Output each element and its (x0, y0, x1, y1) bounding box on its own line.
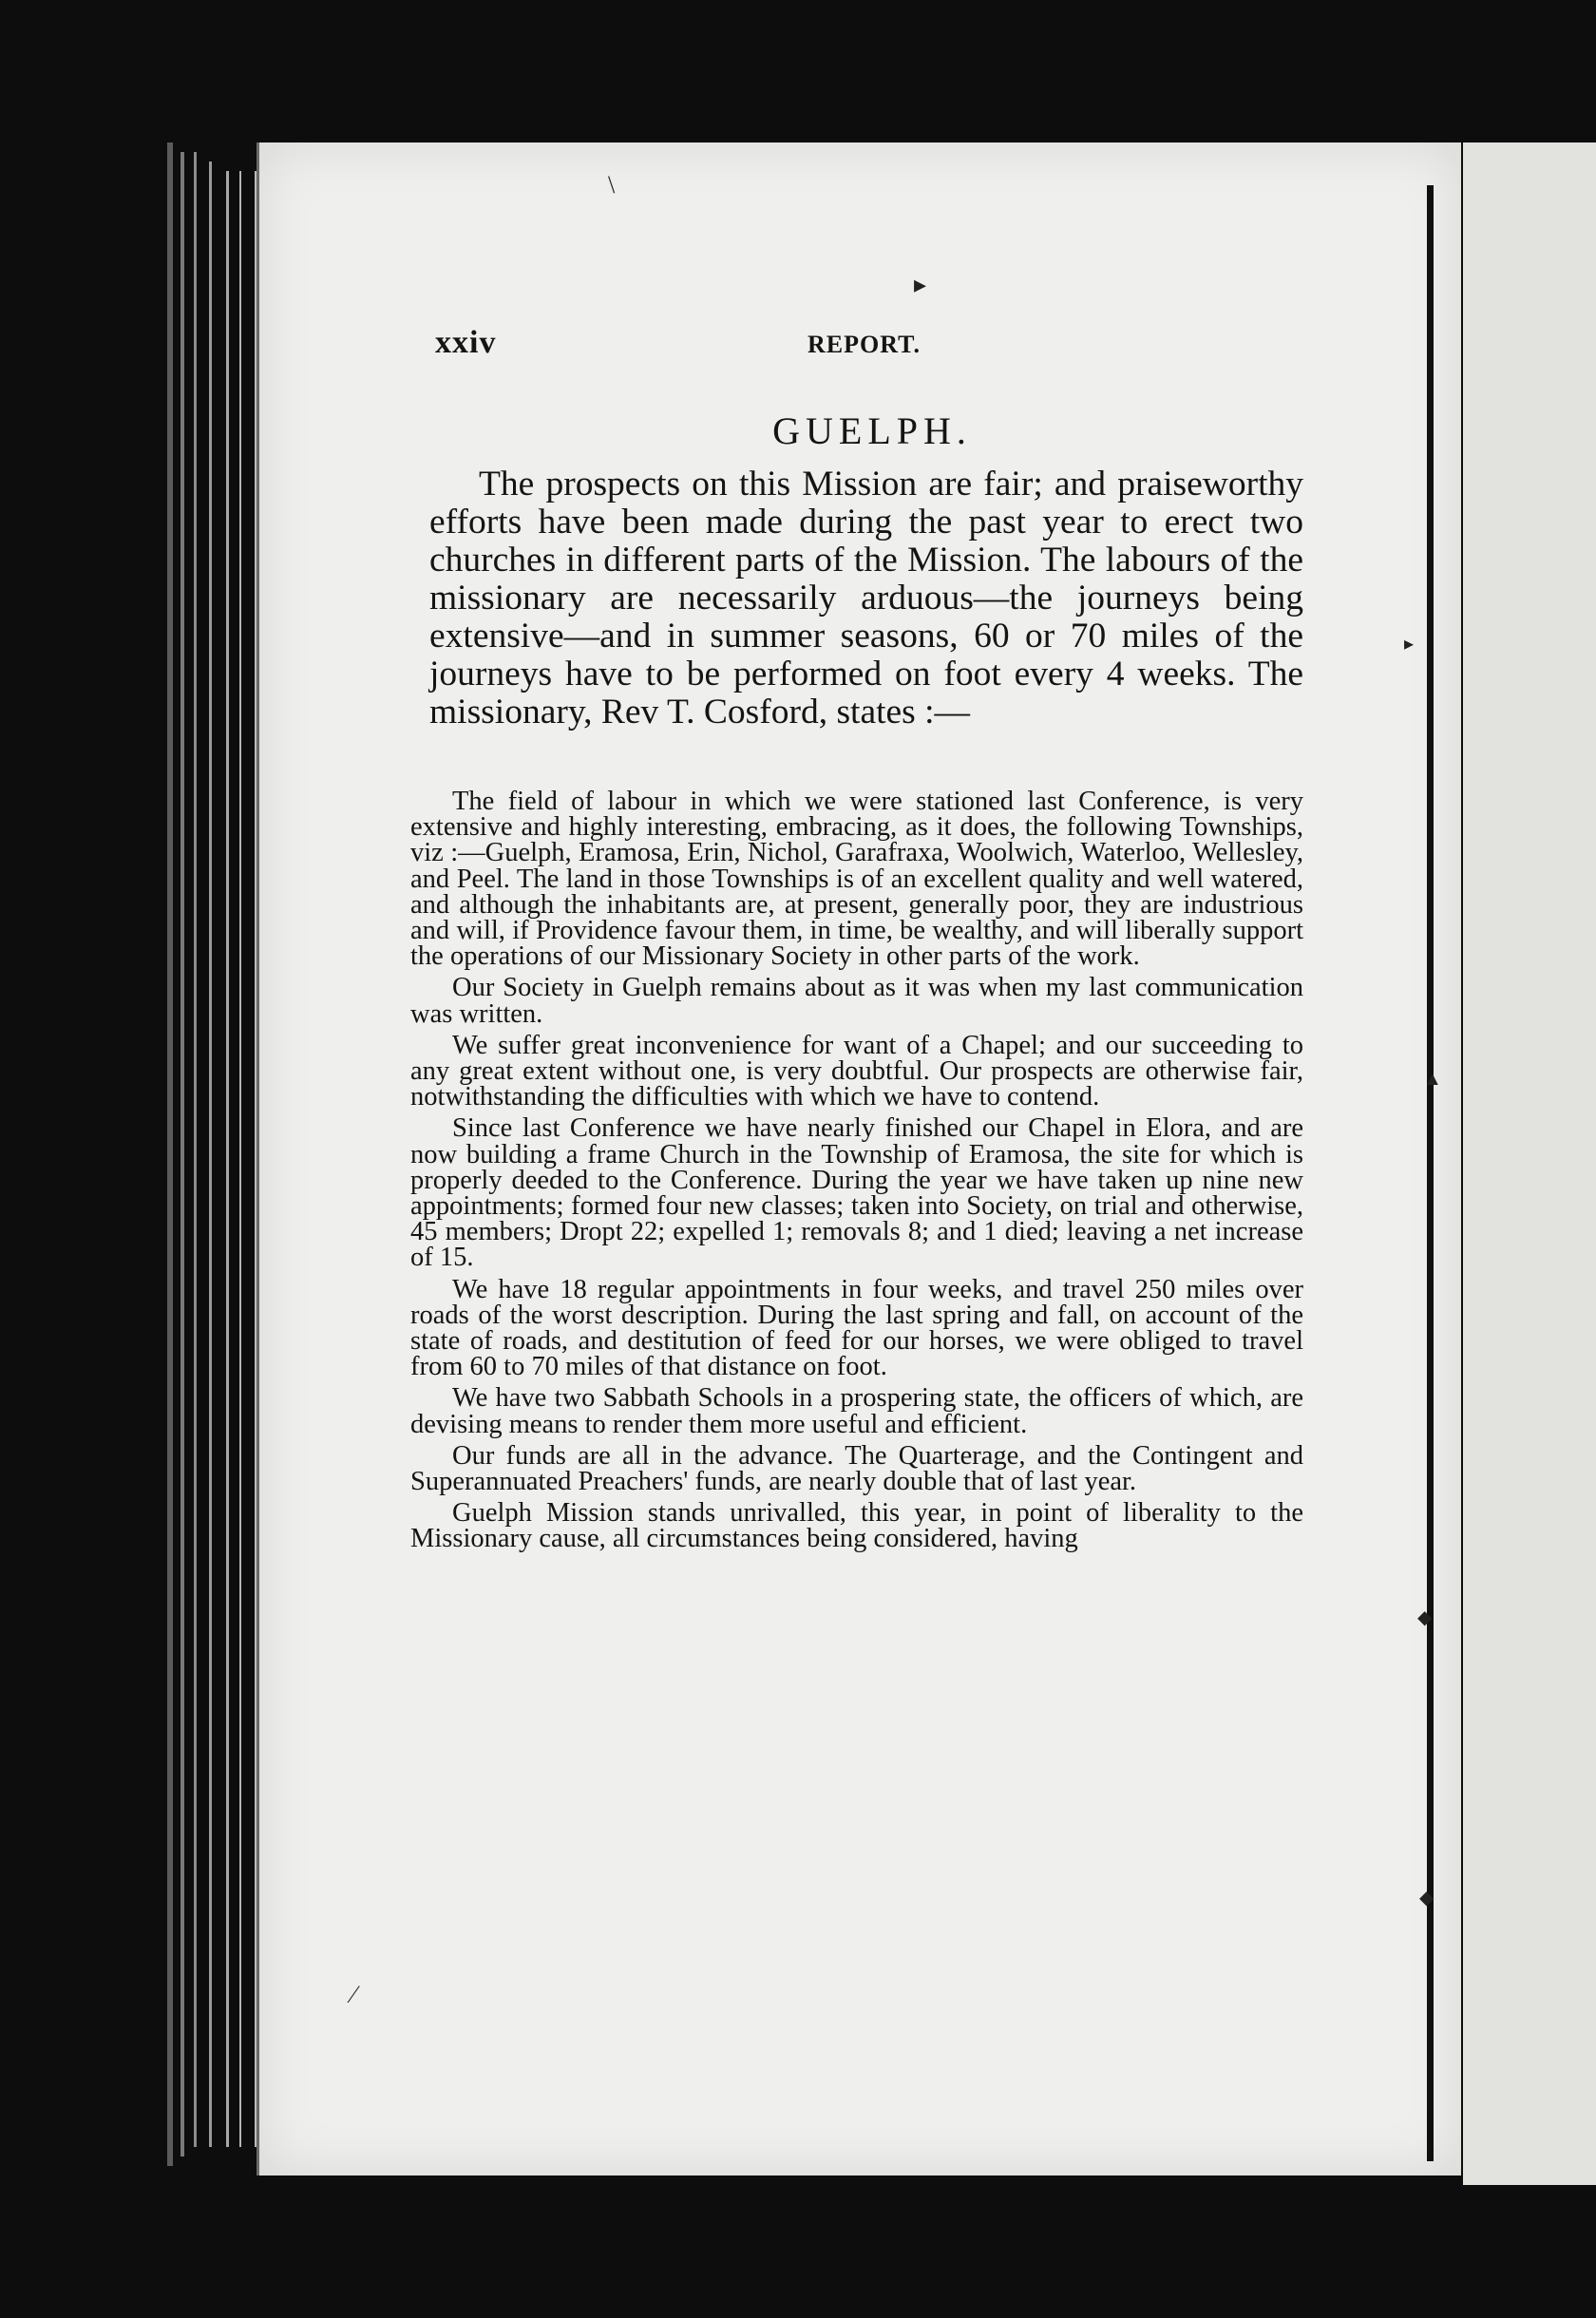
running-head: REPORT. (808, 331, 921, 358)
page-stack-edge (194, 152, 197, 2147)
page-number: xxiv (435, 325, 497, 360)
letter-paragraph: We suffer great inconvenience for want of a Chapel; and our succeeding to any great extent without one, is very doubtful. Our prospects are otherwise fair, notwithstanding the difficulties with which we have to contend. (410, 1030, 1303, 1112)
facing-page-edge (1463, 142, 1596, 2185)
letter-paragraph: The field of labour in which we were stationed last Conference, is very extensive and highly interesting, embracing, as it does, the following Townships, viz :—Guelph, Eramosa, Erin, Nichol, Garafraxa, Woolwich, Waterloo, Wellesley, and Peel. The land in those Townships is of an excellent quality and well watered, and although the inhabitants are, at present, generally poor, they are industrious and will, if Providence favour them, in time, be wealthy, and will liberally support the operations of our Missionary Society in other parts of the work. (410, 787, 1303, 972)
scan-speck: ▸ (914, 271, 927, 298)
binding-gutter (1427, 185, 1434, 2161)
scan-speck: ◆ (1419, 1888, 1434, 1909)
lead-paragraph: The prospects on this Mission are fair; and praiseworthy efforts have been made during the past year to erect two churches in different parts of the Mission. The labours of the missionary are necessarily arduous—the journeys being extensive—and in summer seasons, 60 or 70 miles of the journeys have to be performed on foot every 4 weeks. The missionary, Rev T. Cosford, states :— (429, 465, 1303, 732)
scan-speck: \ (608, 171, 616, 199)
page-stack-edge (226, 171, 229, 2147)
section-title: GUELPH. (772, 409, 972, 452)
missionary-letter (410, 788, 1303, 1558)
page-stack-edge (167, 142, 173, 2166)
letter-paragraph: We have two Sabbath Schools in a prospering state, the officers of which, are devising means to render them more useful and efficient. (410, 1383, 1303, 1439)
page-stack-edge (209, 162, 212, 2147)
page-stack-edge (239, 171, 241, 2147)
page-stack-edge (180, 152, 184, 2156)
letter-paragraph: Our funds are all in the advance. The Quarterage, and the Contingent and Superannuated Preachers' funds, are nearly double that of last year. (410, 1440, 1303, 1497)
scan-speck: ◆ (1417, 1607, 1433, 1628)
page-header (435, 325, 1290, 363)
letter-paragraph: We have 18 regular appointments in four weeks, and travel 250 miles over roads of the worst description. During the last spring and fall, on account of the state of roads, and destitution of feed for our horses, we were obliged to travel from 60 to 70 miles of that distance on foot. (410, 1274, 1303, 1382)
scan-speck: ▲ (1423, 1069, 1442, 1090)
letter-paragraph: Our Society in Guelph remains about as it was when my last communication was written. (410, 973, 1303, 1029)
letter-paragraph: Since last Conference we have nearly finished our Chapel in Elora, and are now building a frame Church in the Township of Eramosa, the site for which is properly deeded to the Conference. During the year we have taken up nine new appointments; formed four new classes; taken into Society, on trial and otherwise, 45 members; Dropt 22; expelled 1; removals 8; and 1 died; leaving a net increase of 15. (410, 1113, 1303, 1273)
scan-speck: ▸ (1404, 634, 1415, 655)
letter-paragraph: Guelph Mission stands unrivalled, this year, in point of liberality to the Missionary cause, all circumstances being considered, having (410, 1498, 1303, 1554)
scan-speck: ⁄ (352, 1981, 356, 2008)
